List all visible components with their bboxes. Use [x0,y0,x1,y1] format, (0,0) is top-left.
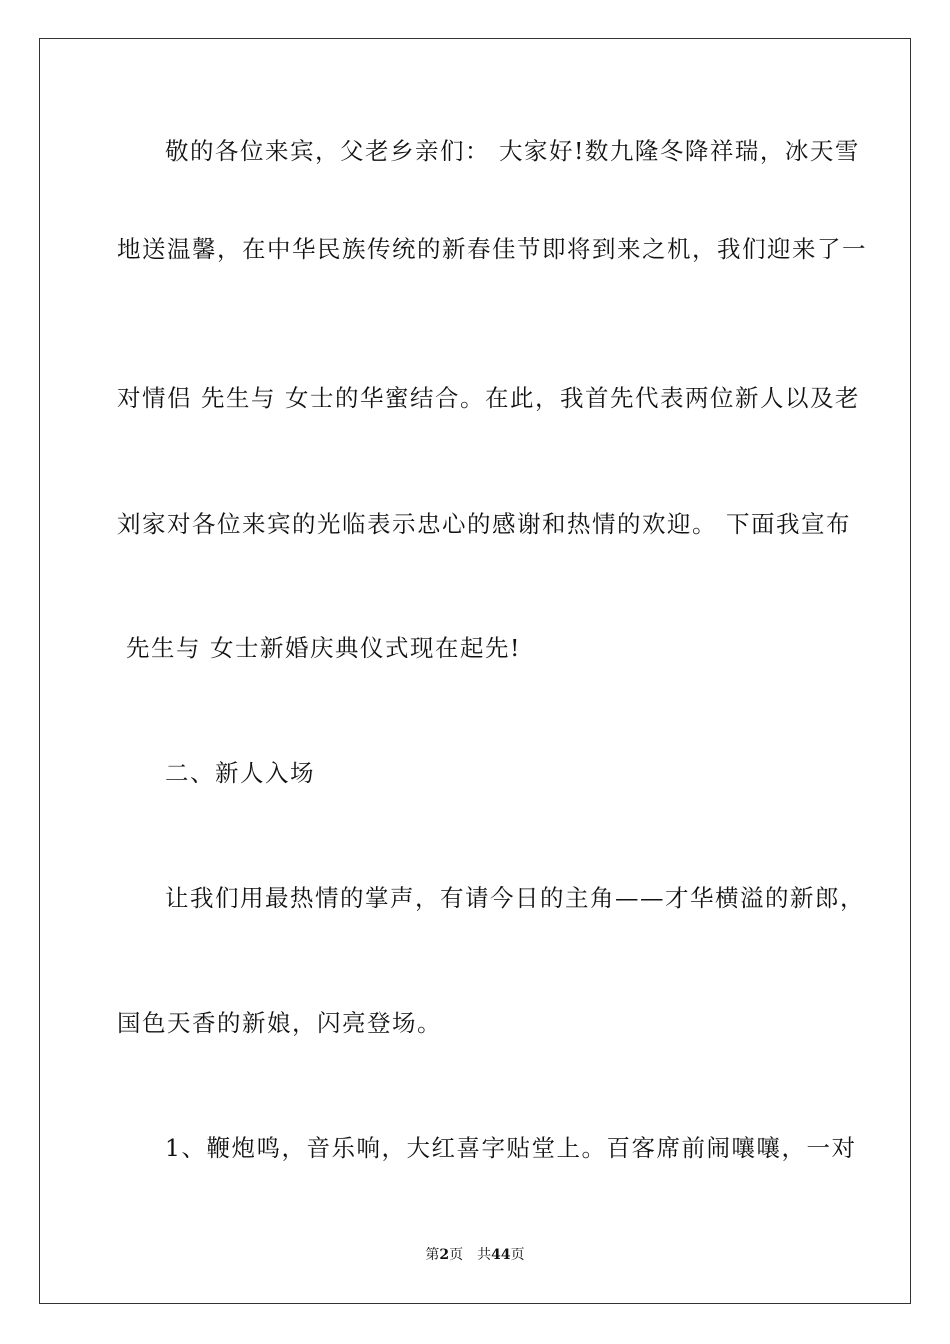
paragraph-line-2: 地送温馨，在中华民族传统的新春佳节即将到来之机，我们迎来了一 [117,235,867,263]
paragraph-line-4: 刘家对各位来宾的光临表示忠心的感谢和热情的欢迎。 下面我宣布 [117,510,851,538]
page-number: 2 [439,1247,450,1263]
total-pages: 44 [491,1247,511,1263]
section-heading: 二、新人入场 [165,759,315,787]
paragraph-line-3: 对情侣 先生与 女士的华蜜结合。在此，我首先代表两位新人以及老 [117,384,860,412]
paragraph-line-8: 1、鞭炮鸣，音乐响，大红喜字贴堂上。百客席前闹嚷嚷，一对 [165,1134,857,1162]
page-border [39,38,911,1304]
paragraph-line-1: 敬的各位来宾，父老乡亲们： 大家好!数九隆冬降祥瑞，冰天雪 [165,137,860,165]
paragraph-line-7: 国色天香的新娘，闪亮登场。 [117,1009,442,1037]
total-prefix: 共 [477,1247,492,1263]
page-footer [0,1246,950,1264]
paragraph-line-5: 先生与 女士新婚庆典仪式现在起先! [117,634,521,662]
page-suffix: 页 [449,1247,464,1263]
page-prefix: 第 [425,1247,440,1263]
total-suffix: 页 [510,1247,525,1263]
paragraph-line-6: 让我们用最热情的掌声，有请今日的主角——才华横溢的新郎， [165,884,865,912]
